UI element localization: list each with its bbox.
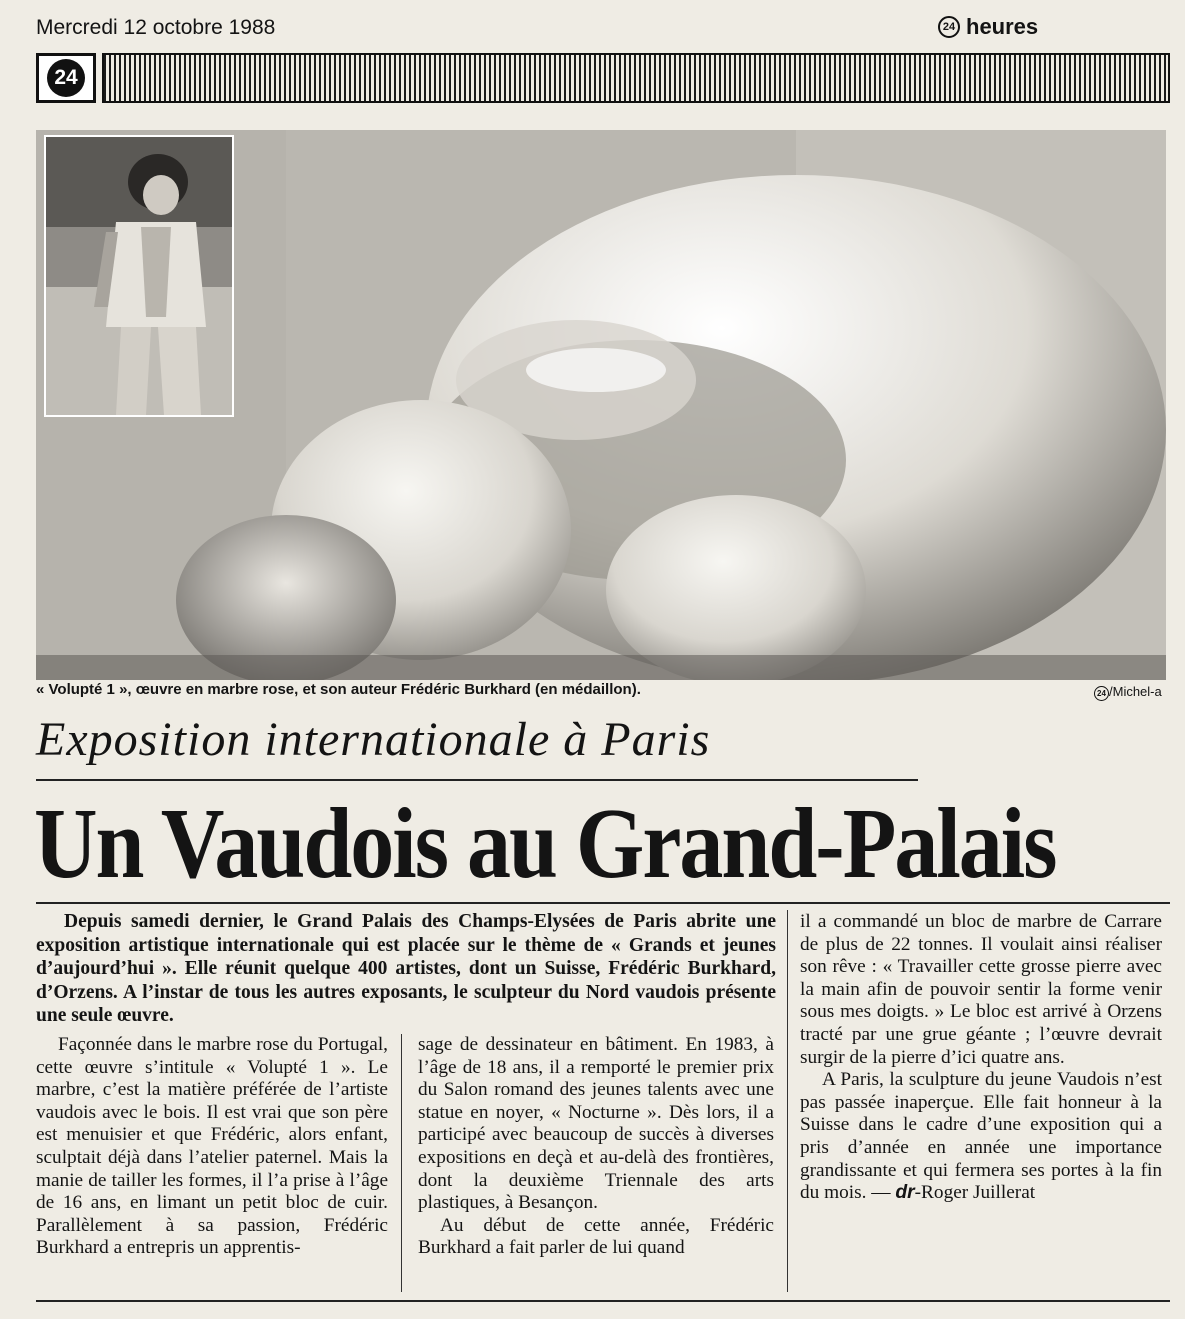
photo-caption: « Volupté 1 », œuvre en marbre rose, et son auteur Frédéric Burkhard (en médaillon). <box>36 681 641 698</box>
header-stripe-bar <box>102 53 1170 103</box>
column-divider <box>401 1034 402 1292</box>
article-kicker: Exposition internationale à Paris <box>36 713 711 766</box>
page-date: Mercredi 12 octobre 1988 <box>36 16 276 39</box>
page-number: 24 <box>47 59 85 97</box>
article-headline: Un Vaudois au Grand-Palais <box>34 788 1056 900</box>
headline-rule <box>36 902 1170 904</box>
artist-portrait-image <box>46 137 232 415</box>
column-2-paragraph: sage de dessinateur en bâtiment. En 1983, à l’âge de 18 ans, il a remporté le premier prix du Salon romand des jeunes talents avec une statue en noyer, « Nocturne ». Dès lors, il a participé avec beaucoup de succès à diverses expositions en deçà et au-delà des frontières, dont la deuxième Triennale des arts plastiques, à Besançon. <box>418 1034 774 1214</box>
photo-credit-text: /Michel-a <box>1109 684 1162 699</box>
article-column-2 <box>418 1034 774 1260</box>
column-3-paragraph: il a commandé un bloc de marbre de Carrare de plus de 22 tonnes. Il voulait ainsi réaliser son rêve : « Travailler cette grosse pierre avec la main afin de pouvoir sentir la forme venir sous mes doigts. » Le bloc est arrivé à Orzens tracté par une grue géante ; l’œuvre devrait surgir de la pierre d’ici quatre ans. <box>800 911 1162 1068</box>
newspaper-name: heures <box>966 14 1039 39</box>
credit-logo-24: 24 <box>1094 686 1109 701</box>
signature-initials: dr <box>895 1182 915 1204</box>
page-number-badge <box>36 53 96 103</box>
kicker-rule <box>36 779 918 781</box>
article-author: -Roger Juillerat <box>914 1182 1036 1204</box>
column-1-paragraph: Façonnée dans le marbre rose du Portugal, cette œuvre s’intitule « Volupté 1 ». Le marbre, c’est la matière préférée de l’artiste vaudois avec le bois. Il est vrai que son père est menuisier et que Frédéric, alors enfant, sculptait déjà dans l’atelier paternel. Mais la manie de tailler les formes, il l’a prise à l’âge de 16 ans, en limant un petit bloc de cuir. Parallèlement à sa passion, Frédéric Burkhard a entrepris un apprentis- <box>36 1034 388 1259</box>
article-lead: Depuis samedi dernier, le Grand Palais des Champs-Elysées de Paris abrite une exposition artistique internationale qui est placée sur le thème de « Grands et jeunes d’aujourd’hui ». Elle réunit quelque 400 artistes, dont un Suisse, Frédéric Burkhard, d’Orzens. A l’instar de tous les autres exposants, le sculpteur du Nord vaudois présente une seule œuvre. <box>36 911 776 1026</box>
artist-portrait-medallion <box>44 135 234 417</box>
logo-24-badge: 24 <box>938 16 960 38</box>
bottom-rule <box>36 1300 1170 1302</box>
column-3-closing-text: A Paris, la sculpture du jeune Vaudois n’est pas passée inaperçue. Elle fait honneur à la Suisse dans le cadre d’une exposition qui a pris d’année en année une importance grandissante et qui fermera ses portes à la fin du mois. — <box>800 1069 1162 1204</box>
column-2-paragraph: Au début de cette année, Frédéric Burkhard a fait parler de lui quand <box>418 1214 774 1259</box>
newspaper-logo <box>938 14 1038 40</box>
photo-credit <box>1094 684 1162 701</box>
column-3-paragraph <box>800 1069 1162 1205</box>
column-divider <box>787 910 788 1292</box>
article-column-1 <box>36 1034 388 1260</box>
article-column-3 <box>800 911 1162 1205</box>
